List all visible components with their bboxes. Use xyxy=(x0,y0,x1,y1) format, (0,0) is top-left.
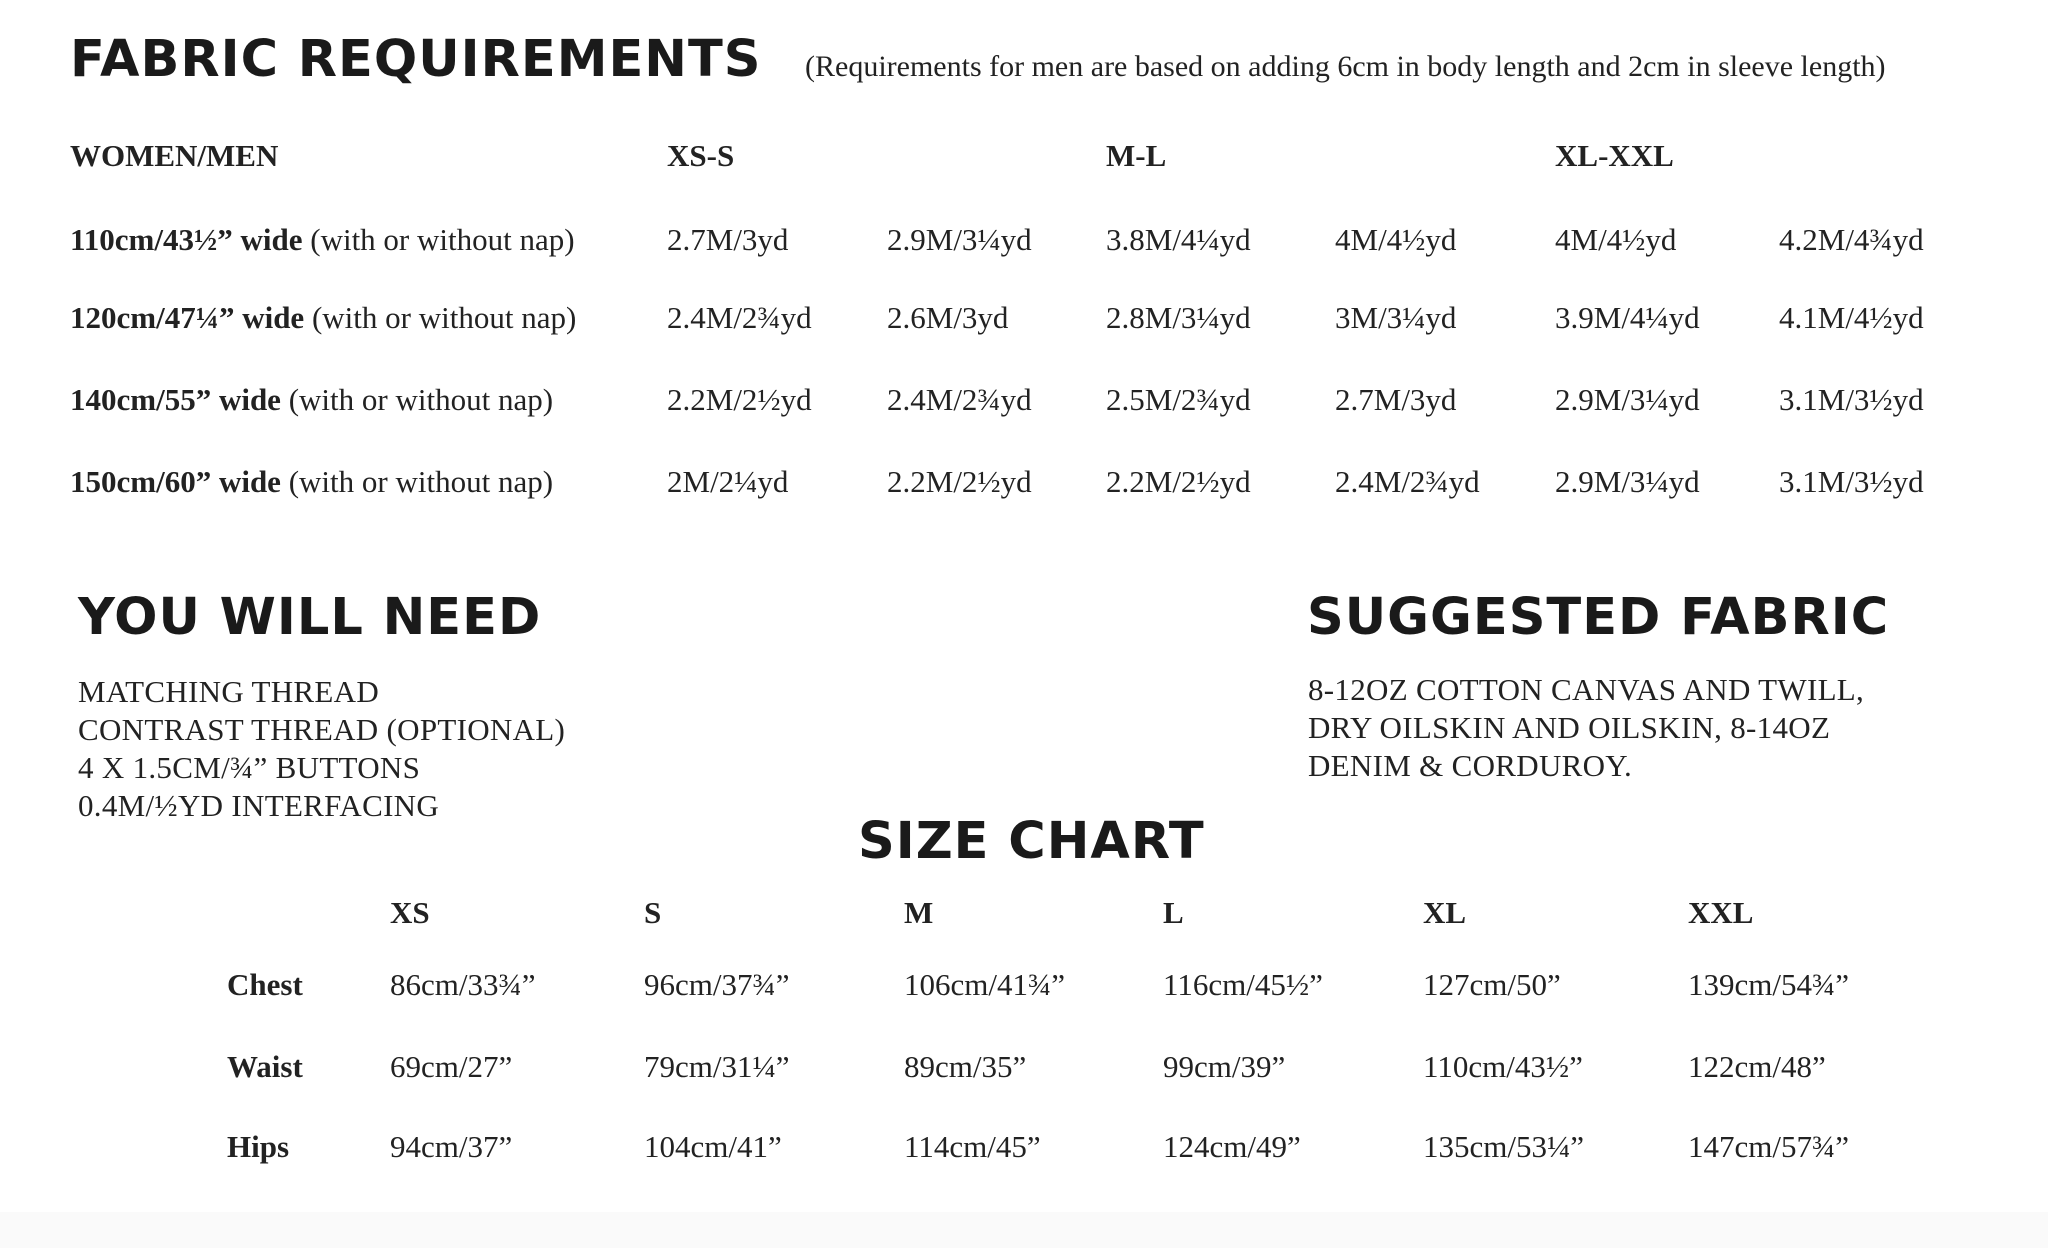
size-cell: 124cm/49” xyxy=(1163,1129,1301,1164)
size-row-label-chest: Chest xyxy=(227,967,303,1002)
fabric-row xyxy=(70,300,1970,350)
header-group-m-l: M-L xyxy=(1106,138,1167,173)
you-will-need-item: 4 X 1.5CM/¾” BUTTONS xyxy=(78,750,421,785)
size-header-m: M xyxy=(904,895,934,930)
size-cell: 99cm/39” xyxy=(1163,1049,1286,1084)
fabric-row xyxy=(70,222,1970,272)
size-row-label-hips: Hips xyxy=(227,1129,290,1164)
size-cell: 122cm/48” xyxy=(1688,1049,1826,1084)
fabric-cell: 2.8M/3¼yd xyxy=(1106,300,1251,335)
size-cell: 110cm/43½” xyxy=(1423,1049,1583,1084)
size-cell: 135cm/53¼” xyxy=(1423,1129,1584,1164)
suggested-fabric-line: 8-12OZ COTTON CANVAS AND TWILL, xyxy=(1308,672,1865,707)
fabric-cell: 2.9M/3¼yd xyxy=(1555,382,1700,417)
fabric-cell: 3.9M/4¼yd xyxy=(1555,300,1700,335)
size-cell: 106cm/41¾” xyxy=(904,967,1065,1002)
fabric-width-label xyxy=(70,300,576,336)
size-cell: 139cm/54¾” xyxy=(1688,967,1849,1002)
you-will-need-item: 0.4M/½YD INTERFACING xyxy=(78,788,440,823)
size-header-xl: XL xyxy=(1423,895,1467,930)
fabric-cell: 2.5M/2¾yd xyxy=(1106,382,1251,417)
size-header-xs: XS xyxy=(390,895,430,930)
fabric-cell: 2.2M/2½yd xyxy=(667,382,812,417)
header-women-men: WOMEN/MEN xyxy=(70,138,279,173)
you-will-need-item: MATCHING THREAD xyxy=(78,674,380,709)
fabric-requirements-header xyxy=(70,138,1970,188)
fabric-requirements-title: FABRIC REQUIREMENTS xyxy=(70,30,762,89)
size-cell: 86cm/33¾” xyxy=(390,967,536,1002)
fabric-width-bold: 110cm/43½” wide xyxy=(70,222,303,257)
fabric-cell: 3.1M/3½yd xyxy=(1779,382,1924,417)
you-will-need-title: YOU WILL NEED xyxy=(78,588,542,647)
suggested-fabric-line: DRY OILSKIN AND OILSKIN, 8-14OZ xyxy=(1308,710,1831,745)
fabric-cell: 2.7M/3yd xyxy=(1335,382,1457,417)
page-bottom-margin xyxy=(0,1212,2048,1248)
fabric-width-note: (with or without nap) xyxy=(302,222,575,257)
fabric-cell: 2.2M/2½yd xyxy=(1106,464,1251,499)
fabric-cell: 2M/2¼yd xyxy=(667,464,789,499)
fabric-row xyxy=(70,382,1970,432)
fabric-width-bold: 150cm/60” wide xyxy=(70,464,281,499)
fabric-cell: 2.4M/2¾yd xyxy=(887,382,1032,417)
fabric-row xyxy=(70,464,1970,514)
fabric-cell: 2.4M/2¾yd xyxy=(1335,464,1480,499)
fabric-cell: 2.6M/3yd xyxy=(887,300,1009,335)
size-row-label-waist: Waist xyxy=(227,1049,303,1084)
suggested-fabric-line: DENIM & CORDUROY. xyxy=(1308,748,1633,783)
size-header-l: L xyxy=(1163,895,1184,930)
fabric-width-label xyxy=(70,222,575,258)
size-cell: 94cm/37” xyxy=(390,1129,513,1164)
fabric-cell: 3.8M/4¼yd xyxy=(1106,222,1251,257)
size-header-s: S xyxy=(644,895,662,930)
size-cell: 79cm/31¼” xyxy=(644,1049,790,1084)
fabric-width-label xyxy=(70,382,553,418)
size-cell: 69cm/27” xyxy=(390,1049,513,1084)
size-cell: 96cm/37¾” xyxy=(644,967,790,1002)
fabric-width-bold: 120cm/47¼” wide xyxy=(70,300,305,335)
size-cell: 114cm/45” xyxy=(904,1129,1041,1164)
fabric-cell: 4.2M/4¾yd xyxy=(1779,222,1924,257)
fabric-cell: 4.1M/4½yd xyxy=(1779,300,1924,335)
fabric-cell: 2.9M/3¼yd xyxy=(1555,464,1700,499)
fabric-requirements-note: (Requirements for men are based on adding 6cm in body length and 2cm in sleeve length) xyxy=(805,50,1886,83)
fabric-width-note: (with or without nap) xyxy=(280,464,554,499)
size-cell: 104cm/41” xyxy=(644,1129,782,1164)
fabric-cell: 3M/3¼yd xyxy=(1335,300,1457,335)
fabric-cell: 2.4M/2¾yd xyxy=(667,300,812,335)
fabric-width-note: (with or without nap) xyxy=(304,300,577,335)
size-cell: 89cm/35” xyxy=(904,1049,1027,1084)
fabric-cell: 3.1M/3½yd xyxy=(1779,464,1924,499)
fabric-cell: 2.2M/2½yd xyxy=(887,464,1032,499)
fabric-cell: 2.7M/3yd xyxy=(667,222,789,257)
fabric-width-label xyxy=(70,464,553,500)
header-group-xs-s: XS-S xyxy=(667,138,735,173)
header-group-xl-xxl: XL-XXL xyxy=(1555,138,1674,173)
fabric-width-bold: 140cm/55” wide xyxy=(70,382,281,417)
fabric-cell: 2.9M/3¼yd xyxy=(887,222,1032,257)
size-cell: 116cm/45½” xyxy=(1163,967,1323,1002)
fabric-cell: 4M/4½yd xyxy=(1555,222,1677,257)
size-cell: 147cm/57¾” xyxy=(1688,1129,1849,1164)
you-will-need-item: CONTRAST THREAD (OPTIONAL) xyxy=(78,712,566,747)
fabric-width-note: (with or without nap) xyxy=(280,382,554,417)
size-cell: 127cm/50” xyxy=(1423,967,1561,1002)
size-chart-title: SIZE CHART xyxy=(858,812,1205,871)
fabric-cell: 4M/4½yd xyxy=(1335,222,1457,257)
suggested-fabric-title: SUGGESTED FABRIC xyxy=(1307,588,1890,647)
size-header-xxl: XXL xyxy=(1688,895,1754,930)
